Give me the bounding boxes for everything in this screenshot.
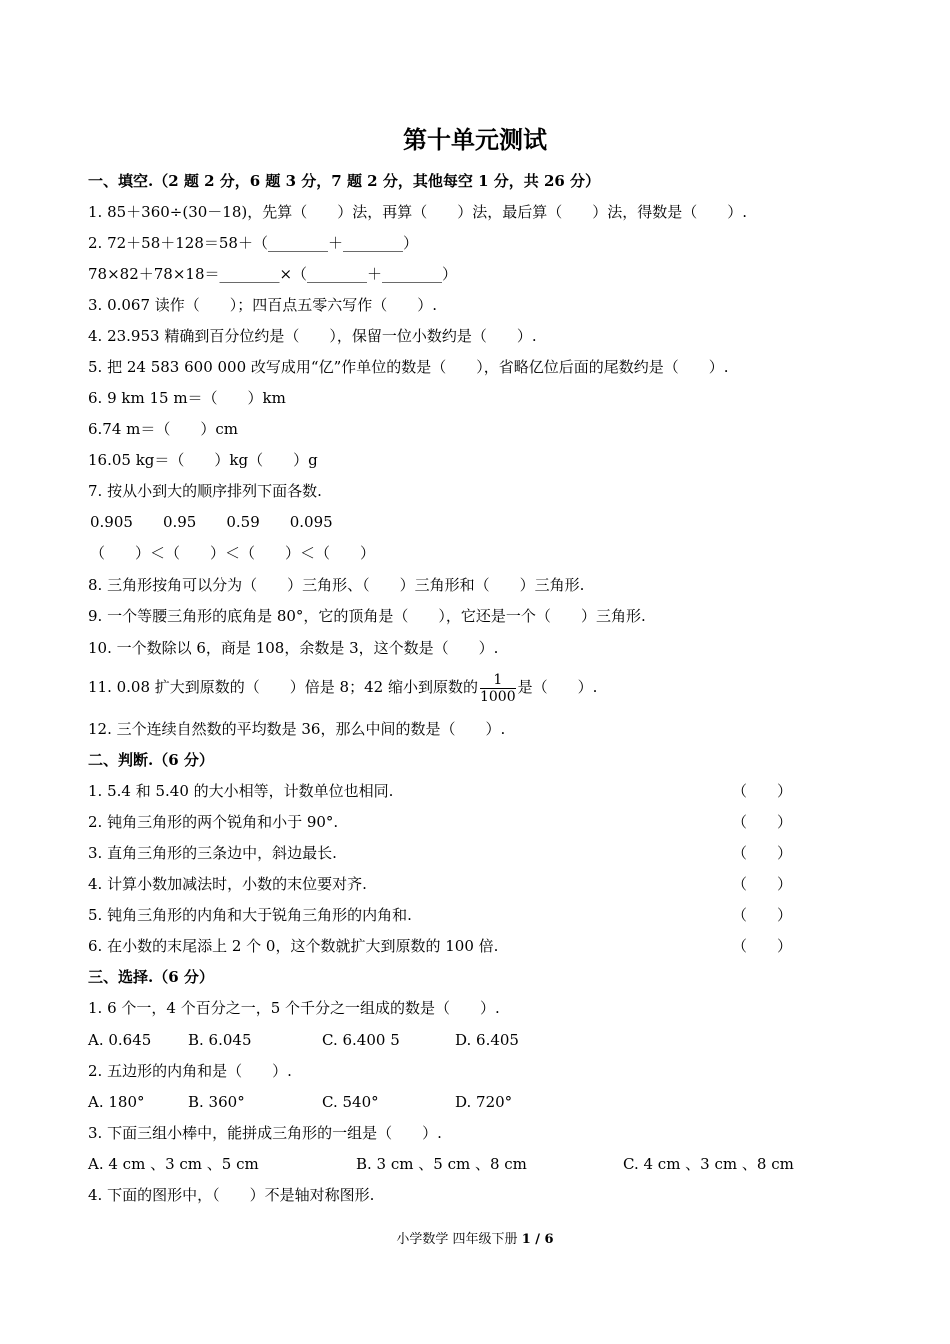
fill-q1: 1. 85＋360÷(30－18)，先算（ ）法，再算（ ）法，最后算（ ）法，得数是（ ）. (88, 203, 748, 221)
fraction (480, 672, 516, 705)
answer-parentheses: （ ） (732, 844, 793, 862)
fill-q3: 3. 0.067 读作（ ）；四百点五零六写作（ ）. (88, 296, 438, 314)
section-1-heading: 一、填空.（2 题 2 分，6 题 3 分，7 题 2 分，其他每空 1 分，共 26 分） (88, 172, 601, 190)
answer-parentheses: （ ） (732, 937, 793, 955)
footer-text: 小学数学 四年级下册 (396, 1232, 518, 1247)
choice-q3: 3. 下面三组小棒中，能拼成三角形的一组是（ ）. (88, 1124, 442, 1142)
choice-q3-option-a: A. 4 cm 、3 cm 、5 cm (88, 1155, 259, 1173)
choice-q1-option-b: B. 6.045 (188, 1031, 252, 1049)
section-3-heading: 三、选择.（6 分） (88, 968, 214, 986)
fill-q9: 9. 一个等腰三角形的底角是 80°，它的顶角是（ ），它还是一个（ ）三角形. (88, 607, 646, 625)
page-title: 第十单元测试 (403, 125, 547, 154)
page-footer (0, 1228, 950, 1247)
fill-q10: 10. 一个数除以 6，商是 108，余数是 3，这个数是（ ）. (88, 639, 499, 657)
choice-q2-option-d: D. 720° (455, 1093, 513, 1111)
fill-q8: 8. 三角形按角可以分为（ ）三角形、（ ）三角形和（ ）三角形. (88, 576, 585, 594)
judge-item: 5. 钝角三角形的内角和大于锐角三角形的内角和. (88, 906, 412, 924)
fill-q7: 7. 按从小到大的顺序排列下面各数. (88, 482, 322, 500)
judge-item: 1. 5.4 和 5.40 的大小相等，计数单位也相同. (88, 782, 394, 800)
answer-parentheses: （ ） (732, 782, 793, 800)
judge-item: 3. 直角三角形的三条边中，斜边最长. (88, 844, 337, 862)
fill-q6c: 16.05 kg＝（ ）kg（ ）g (88, 451, 318, 469)
fill-q7-numbers: 0.905 0.95 0.59 0.095 (90, 513, 333, 531)
choice-q2-option-a: A. 180° (88, 1093, 145, 1111)
choice-q4: 4. 下面的图形中，（ ）不是轴对称图形. (88, 1186, 375, 1204)
fill-q4: 4. 23.953 精确到百分位约是（ ），保留一位小数约是（ ）. (88, 327, 537, 345)
fill-q5: 5. 把 24 583 600 000 改写成用“亿”作单位的数是（ ），省略亿位后面的尾数约是（ ）. (88, 358, 729, 376)
choice-q1-option-a: A. 0.645 (88, 1031, 152, 1049)
fill-q6a: 6. 9 km 15 m＝（ ）km (88, 389, 286, 407)
choice-q1-option-d: D. 6.405 (455, 1031, 519, 1049)
answer-parentheses: （ ） (732, 906, 793, 924)
fraction-denominator: 1000 (479, 688, 516, 705)
choice-q3-option-c: C. 4 cm 、3 cm 、8 cm (623, 1155, 794, 1173)
answer-parentheses: （ ） (732, 813, 793, 831)
fill-q6b: 6.74 m＝（ ）cm (88, 420, 239, 438)
fill-q12: 12. 三个连续自然数的平均数是 36，那么中间的数是（ ）. (88, 720, 506, 738)
fill-q11 (88, 668, 597, 706)
choice-q1: 1. 6 个一，4 个百分之一，5 个千分之一组成的数是（ ）. (88, 999, 500, 1017)
page-number: 1 / 6 (521, 1232, 554, 1247)
fill-q11-suffix: 是（ ）. (517, 678, 598, 696)
fill-q11-prefix: 11. 0.08 扩大到原数的（ ）倍是 8；42 缩小到原数的 (88, 678, 478, 696)
section-2-heading: 二、判断.（6 分） (88, 751, 214, 769)
choice-q2-option-c: C. 540° (322, 1093, 379, 1111)
choice-q2-option-b: B. 360° (188, 1093, 245, 1111)
choice-q2: 2. 五边形的内角和是（ ）. (88, 1062, 292, 1080)
fraction-numerator: 1 (480, 672, 516, 689)
choice-q3-option-b: B. 3 cm 、5 cm 、8 cm (356, 1155, 527, 1173)
judge-item: 6. 在小数的末尾添上 2 个 0，这个数就扩大到原数的 100 倍. (88, 937, 499, 955)
choice-q1-option-c: C. 6.400 5 (322, 1031, 400, 1049)
fill-q2b: 78×82＋78×18＝________×（________＋________） (88, 265, 458, 283)
judge-item: 2. 钝角三角形的两个锐角和小于 90°. (88, 813, 339, 831)
judge-item: 4. 计算小数加减法时，小数的末位要对齐. (88, 875, 367, 893)
fill-q7-blanks: （ ）＜（ ）＜（ ）＜（ ） (90, 544, 376, 562)
fill-q2a: 2. 72＋58＋128＝58＋（________＋________） (88, 234, 418, 252)
answer-parentheses: （ ） (732, 875, 793, 893)
